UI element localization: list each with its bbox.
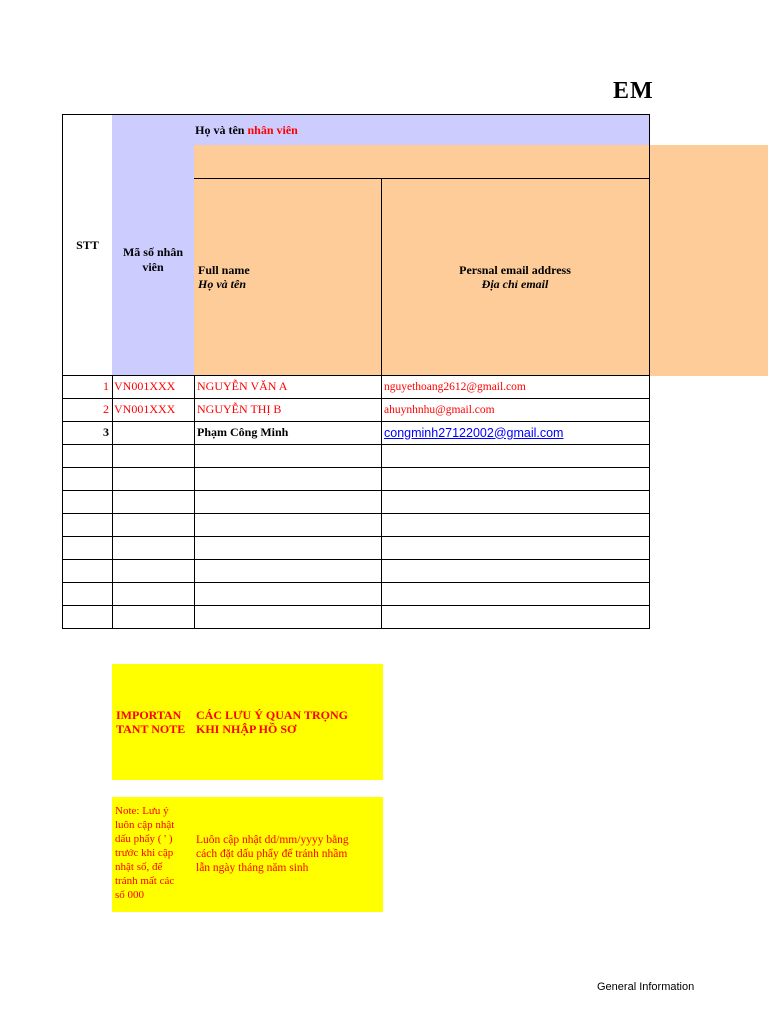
row-email: nguyethoang2612@gmail.com <box>384 380 526 393</box>
cell-name[interactable] <box>194 559 382 583</box>
cell-name[interactable] <box>194 421 382 445</box>
cell-name[interactable] <box>194 467 382 491</box>
cell-stt[interactable] <box>62 513 113 537</box>
row-email: ahuynhnhu@gmail.com <box>384 403 495 416</box>
header-employee-code[interactable] <box>112 145 195 376</box>
cell-name[interactable] <box>194 444 382 468</box>
page-title: EM <box>613 78 654 104</box>
header-group-highlight: nhân viên <box>247 122 298 137</box>
cell-stt[interactable] <box>62 375 113 399</box>
header-email[interactable] <box>381 178 650 376</box>
note-left-line: dấu phẩy ( ' ) <box>115 833 173 845</box>
cell-stt[interactable] <box>62 490 113 514</box>
cell-code[interactable] <box>112 398 195 422</box>
header-email-en: Persnal email address <box>459 263 571 277</box>
cell-code[interactable] <box>112 421 195 445</box>
cell-email[interactable] <box>381 582 650 606</box>
cell-stt[interactable] <box>62 421 113 445</box>
header-fullname-en: Full name <box>198 263 250 277</box>
cell-code[interactable] <box>112 444 195 468</box>
important-note-text-2: KHI NHẬP HỒ SƠ <box>196 722 297 736</box>
cell-code[interactable] <box>112 559 195 583</box>
header-fullname-vi: Họ và tên <box>198 277 246 291</box>
cell-email[interactable] <box>381 605 650 629</box>
sheet-tab-label[interactable]: General Information <box>597 981 695 993</box>
row-email-link[interactable]: congminh27122002@gmail.com <box>384 425 564 440</box>
header-group-name[interactable] <box>112 114 382 146</box>
cell-name[interactable] <box>194 490 382 514</box>
header-subgroup[interactable] <box>194 145 650 179</box>
cell-name[interactable] <box>194 605 382 629</box>
cell-email[interactable] <box>381 490 650 514</box>
row-name: NGUYỄN THỊ B <box>197 402 282 416</box>
header-employee-code-label: Mã số nhân viên <box>122 245 184 274</box>
cell-name[interactable] <box>194 375 382 399</box>
cell-email[interactable] <box>381 444 650 468</box>
row-name: NGUYỄN VĂN A <box>197 379 288 393</box>
cell-stt[interactable] <box>62 582 113 606</box>
cell-code[interactable] <box>112 467 195 491</box>
cell-stt[interactable] <box>62 398 113 422</box>
header-fullname[interactable] <box>194 178 382 376</box>
cell-stt[interactable] <box>62 467 113 491</box>
cell-code[interactable] <box>112 605 195 629</box>
note-right-line: Luôn cập nhật dd/mm/yyyy bằng <box>196 834 349 846</box>
header-stt-label: STT <box>76 237 99 252</box>
row-stt: 3 <box>103 425 109 439</box>
cell-name[interactable] <box>194 513 382 537</box>
row-stt: 1 <box>103 379 109 393</box>
row-code: VN001XXX <box>114 402 176 416</box>
important-note-text-1: CÁC LƯU Ý QUAN TRỌNG <box>196 708 349 722</box>
cell-stt[interactable] <box>62 559 113 583</box>
cell-code[interactable] <box>112 513 195 537</box>
cell-email[interactable] <box>381 421 650 445</box>
header-email-vi: Địa chỉ email <box>481 277 549 291</box>
cell-name[interactable] <box>194 582 382 606</box>
note-left-line: luôn cập nhật <box>115 819 175 831</box>
note-right-line: lẫn ngày tháng năm sinh <box>196 862 309 874</box>
cell-email[interactable] <box>381 398 650 422</box>
cell-code[interactable] <box>112 536 195 560</box>
note-right-line: cách đặt dấu phẩy để tránh nhầm <box>196 848 348 860</box>
cell-email[interactable] <box>381 467 650 491</box>
note-left-line: số 000 <box>115 889 145 901</box>
cell-email[interactable] <box>381 375 650 399</box>
header-group-empty[interactable] <box>381 114 650 146</box>
note-box[interactable] <box>112 797 383 912</box>
note-left-line: tránh mất các <box>115 875 175 887</box>
cell-stt[interactable] <box>62 605 113 629</box>
cell-stt[interactable] <box>62 444 113 468</box>
cell-name[interactable] <box>194 536 382 560</box>
note-left-line: Note: Lưu ý <box>115 805 169 817</box>
cell-stt[interactable] <box>62 536 113 560</box>
cell-code[interactable] <box>112 375 195 399</box>
important-note-box[interactable] <box>112 664 383 780</box>
important-note-label-2: TANT NOTE <box>116 722 186 736</box>
cell-email[interactable] <box>381 559 650 583</box>
cell-email[interactable] <box>381 536 650 560</box>
cell-email[interactable] <box>381 513 650 537</box>
row-code: VN001XXX <box>114 379 176 393</box>
row-stt: 2 <box>103 402 109 416</box>
row-name: Phạm Công Minh <box>197 425 289 439</box>
cell-code[interactable] <box>112 490 195 514</box>
cell-name[interactable] <box>194 398 382 422</box>
note-left-line: nhật số, để <box>115 861 163 873</box>
header-stt[interactable] <box>62 114 113 376</box>
header-group-prefix: Họ và tên <box>195 122 245 137</box>
cell-code[interactable] <box>112 582 195 606</box>
important-note-label-1: IMPORTAN <box>116 708 182 722</box>
note-left-line: trước khi cập <box>115 847 174 859</box>
